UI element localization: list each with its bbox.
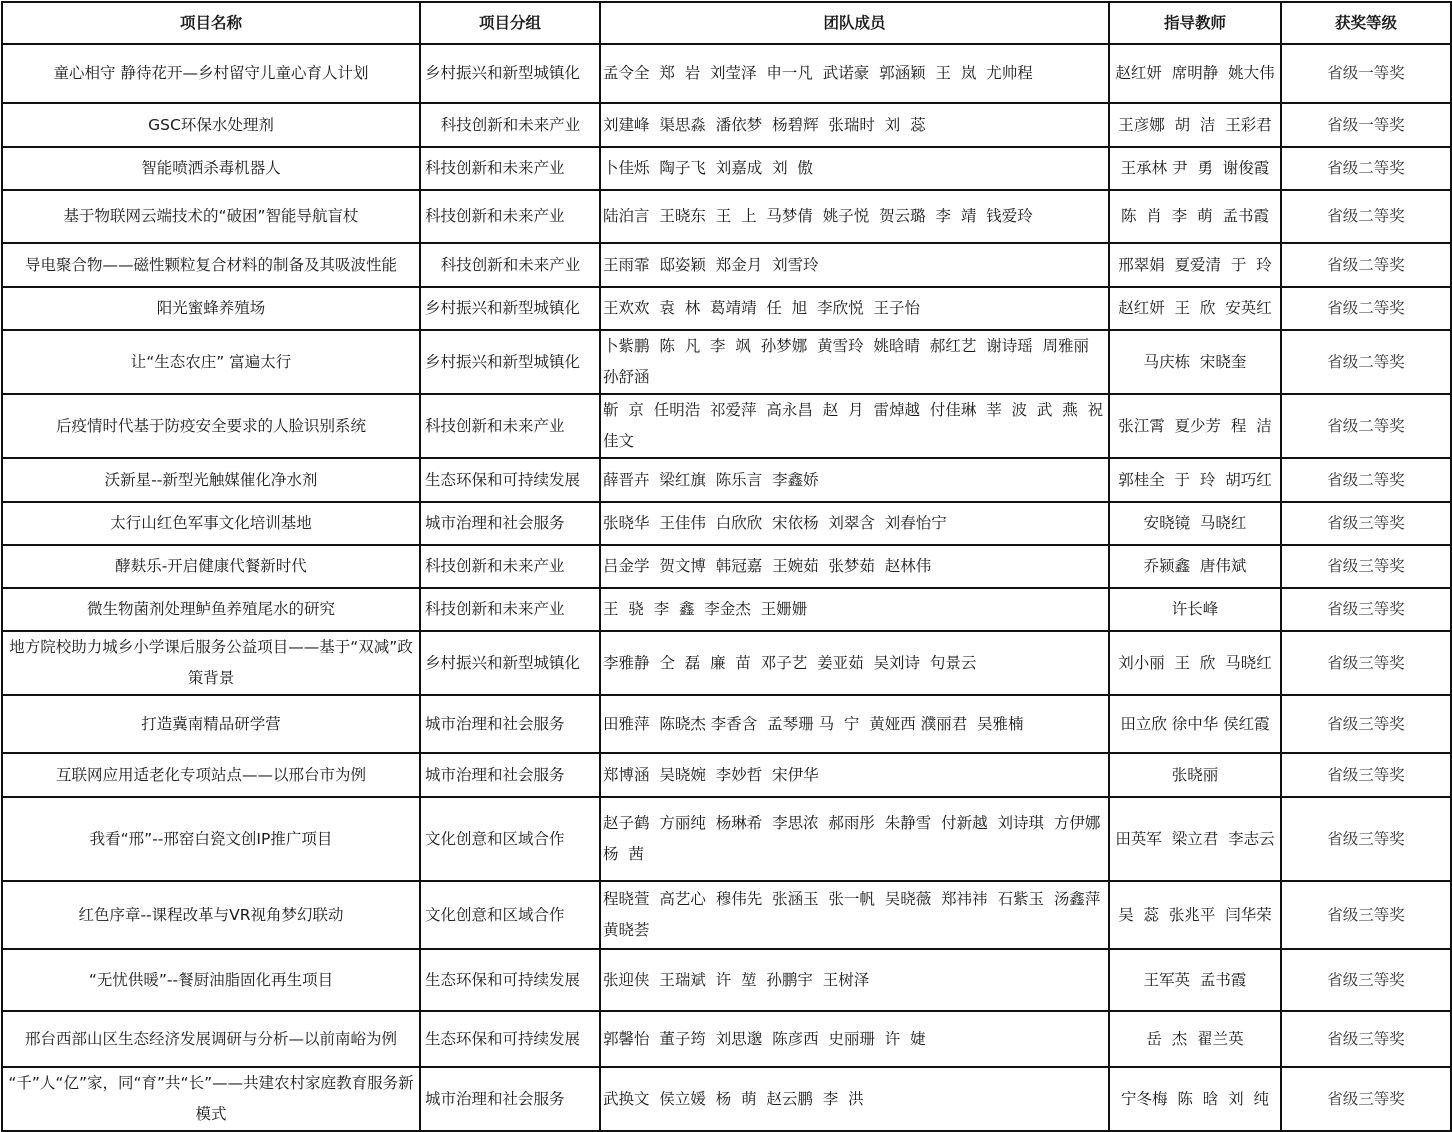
project-name-cell: 酵麸乐-开启健康代餐新时代 (2, 545, 420, 588)
team-members-cell: 田雅萍 陈晓杰 李香含 孟琴珊 马 宁 黄娅西 濮丽君 吴雅楠 (600, 695, 1109, 753)
project-group-cell: 科技创新和未来产业 (420, 394, 600, 458)
award-level-cell: 省级二等奖 (1281, 243, 1451, 287)
table-row (2, 458, 1451, 502)
project-name-cell: “无忧供暖”--餐厨油脂固化再生项目 (2, 949, 420, 1011)
project-name-cell: 地方院校助力城乡小学课后服务公益项目——基于“双减”政策背景 (2, 631, 420, 695)
project-name-cell: 红色序章--课程改革与VR视角梦幻联动 (2, 881, 420, 949)
header-project-group: 项目分组 (420, 2, 600, 44)
table-row (2, 588, 1451, 631)
advisors-cell: 岳 杰 翟兰英 (1109, 1011, 1281, 1067)
advisors-cell: 邢翠娟 夏爱清 于 玲 (1109, 243, 1281, 287)
project-group-cell: 城市治理和社会服务 (420, 502, 600, 545)
table-row (2, 394, 1451, 458)
table-row (2, 949, 1451, 1011)
advisors-cell: 许长峰 (1109, 588, 1281, 631)
award-level-cell: 省级三等奖 (1281, 545, 1451, 588)
table-body (2, 44, 1451, 1131)
table-row (2, 147, 1451, 190)
award-level-cell: 省级三等奖 (1281, 695, 1451, 753)
team-members-cell: 孟令全 郑 岩 刘莹泽 申一凡 武诺豪 郭涵颖 王 岚 尤帅程 (600, 44, 1109, 103)
team-members-cell: 赵子鹤 方丽纯 杨琳希 李思浓 郝雨彤 朱静雪 付新越 刘诗琪 方伊娜 杨 茜 (600, 797, 1109, 881)
project-group-cell: 文化创意和区域合作 (420, 881, 600, 949)
team-members-cell: 陆泊言 王晓东 王 上 马梦倩 姚子悦 贺云璐 李 靖 钱爱玲 (600, 190, 1109, 243)
advisors-cell: 王军英 孟书霞 (1109, 949, 1281, 1011)
table-row (2, 545, 1451, 588)
award-level-cell: 省级三等奖 (1281, 588, 1451, 631)
project-group-cell: 科技创新和未来产业 (420, 545, 600, 588)
advisors-cell: 赵红妍 王 欣 安英红 (1109, 287, 1281, 330)
project-group-cell: 乡村振兴和新型城镇化 (420, 330, 600, 394)
project-group-cell: 科技创新和未来产业 (420, 147, 600, 190)
award-level-cell: 省级三等奖 (1281, 1011, 1451, 1067)
project-group-cell: 科技创新和未来产业 (420, 588, 600, 631)
table-row (2, 243, 1451, 287)
award-level-cell: 省级二等奖 (1281, 287, 1451, 330)
award-level-cell: 省级二等奖 (1281, 330, 1451, 394)
team-members-cell: 程晓萱 高艺心 穆伟先 张涵玉 张一帆 吴晓薇 郑祎祎 石紫玉 汤鑫萍 黄晓荟 (600, 881, 1109, 949)
advisors-cell: 宁冬梅 陈 晗 刘 纯 (1109, 1067, 1281, 1131)
table-row (2, 1011, 1451, 1067)
advisors-cell: 张晓丽 (1109, 753, 1281, 797)
project-name-cell: 互联网应用适老化专项站点——以邢台市为例 (2, 753, 420, 797)
advisors-cell: 郭桂全 于 玲 胡巧红 (1109, 458, 1281, 502)
team-members-cell: 卜紫鹏 陈 凡 李 飒 孙梦娜 黄雪玲 姚晗晴 郝红艺 谢诗瑶 周雅丽 孙舒涵 (600, 330, 1109, 394)
award-level-cell: 省级三等奖 (1281, 881, 1451, 949)
table-row (2, 330, 1451, 394)
team-members-cell: 吕金学 贺文博 韩冠嘉 王婉茹 张梦茹 赵林伟 (600, 545, 1109, 588)
project-name-cell: 打造冀南精品研学营 (2, 695, 420, 753)
award-level-cell: 省级一等奖 (1281, 103, 1451, 147)
advisors-cell: 田英军 梁立君 李志云 (1109, 797, 1281, 881)
project-group-cell: 城市治理和社会服务 (420, 695, 600, 753)
award-level-cell: 省级二等奖 (1281, 394, 1451, 458)
advisors-cell: 乔颍鑫 唐伟斌 (1109, 545, 1281, 588)
table-row (2, 287, 1451, 330)
award-level-cell: 省级二等奖 (1281, 458, 1451, 502)
award-level-cell: 省级二等奖 (1281, 147, 1451, 190)
award-level-cell: 省级三等奖 (1281, 797, 1451, 881)
team-members-cell: 武换文 侯立媛 杨 萌 赵云鹏 李 洪 (600, 1067, 1109, 1131)
table-row (2, 881, 1451, 949)
award-level-cell: 省级三等奖 (1281, 631, 1451, 695)
project-group-cell: 生态环保和可持续发展 (420, 458, 600, 502)
table-row (2, 502, 1451, 545)
advisors-cell: 马庆栋 宋晓奎 (1109, 330, 1281, 394)
advisors-cell: 吴 蕊 张兆平 闫华荣 (1109, 881, 1281, 949)
project-name-cell: 阳光蜜蜂养殖场 (2, 287, 420, 330)
project-name-cell: 我看“邢”--邢窑白瓷文创IP推广项目 (2, 797, 420, 881)
project-group-cell: 科技创新和未来产业 (420, 243, 600, 287)
team-members-cell: 郑博涵 吴晓婉 李妙哲 宋伊华 (600, 753, 1109, 797)
project-name-cell: GSC环保水处理剂 (2, 103, 420, 147)
table-row (2, 631, 1451, 695)
advisors-cell: 王承林 尹 勇 谢俊霞 (1109, 147, 1281, 190)
table-row (2, 103, 1451, 147)
team-members-cell: 郭馨怡 董子筠 刘思邈 陈彦西 史丽珊 许 婕 (600, 1011, 1109, 1067)
header-row (2, 2, 1451, 44)
project-name-cell: 微生物菌剂处理鲈鱼养殖尾水的研究 (2, 588, 420, 631)
advisors-cell: 赵红妍 席明静 姚大伟 (1109, 44, 1281, 103)
project-name-cell: 让“生态农庄” 富遍太行 (2, 330, 420, 394)
project-group-cell: 科技创新和未来产业 (420, 103, 600, 147)
project-group-cell: 乡村振兴和新型城镇化 (420, 631, 600, 695)
project-group-cell: 生态环保和可持续发展 (420, 949, 600, 1011)
table-row (2, 695, 1451, 753)
project-name-cell: 童心相守 静待花开—乡村留守儿童心育人计划 (2, 44, 420, 103)
project-name-cell: 导电聚合物——磁性颗粒复合材料的制备及其吸波性能 (2, 243, 420, 287)
table-row (2, 44, 1451, 103)
project-group-cell: 生态环保和可持续发展 (420, 1011, 600, 1067)
advisors-cell: 田立欣 徐中华 侯红霞 (1109, 695, 1281, 753)
award-level-cell: 省级一等奖 (1281, 44, 1451, 103)
project-name-cell: 基于物联网云端技术的“破困”智能导航盲杖 (2, 190, 420, 243)
advisors-cell: 刘小丽 王 欣 马晓红 (1109, 631, 1281, 695)
project-group-cell: 乡村振兴和新型城镇化 (420, 287, 600, 330)
award-level-cell: 省级三等奖 (1281, 949, 1451, 1011)
team-members-cell: 张迎侠 王瑞斌 许 堃 孙鹏宇 王树泽 (600, 949, 1109, 1011)
team-members-cell: 王雨霏 邸姿颖 郑金月 刘雪玲 (600, 243, 1109, 287)
award-level-cell: 省级二等奖 (1281, 190, 1451, 243)
header-team-members: 团队成员 (600, 2, 1109, 44)
team-members-cell: 王欢欢 袁 林 葛靖靖 任 旭 李欣悦 王子怡 (600, 287, 1109, 330)
award-level-cell: 省级三等奖 (1281, 502, 1451, 545)
award-level-cell: 省级三等奖 (1281, 1067, 1451, 1131)
project-group-cell: 乡村振兴和新型城镇化 (420, 44, 600, 103)
project-group-cell: 文化创意和区域合作 (420, 797, 600, 881)
table-row (2, 753, 1451, 797)
header-project-name: 项目名称 (2, 2, 420, 44)
team-members-cell: 王 骁 李 鑫 李金杰 王姗姗 (600, 588, 1109, 631)
team-members-cell: 靳 京 任明浩 祁爱萍 高永昌 赵 月 雷焯越 付佳琳 莘 波 武 燕 祝佳文 (600, 394, 1109, 458)
table-row (2, 190, 1451, 243)
project-group-cell: 城市治理和社会服务 (420, 753, 600, 797)
advisors-cell: 安晓镜 马晓红 (1109, 502, 1281, 545)
header-award-level: 获奖等级 (1281, 2, 1451, 44)
project-group-cell: 城市治理和社会服务 (420, 1067, 600, 1131)
advisors-cell: 张江霄 夏少芳 程 洁 (1109, 394, 1281, 458)
project-name-cell: 沃新星--新型光触媒催化净水剂 (2, 458, 420, 502)
project-name-cell: “千”人“亿”家，同“育”共“长”——共建农村家庭教育服务新模式 (2, 1067, 420, 1131)
project-name-cell: 智能喷洒杀毒机器人 (2, 147, 420, 190)
team-members-cell: 李雅静 仝 磊 廉 苗 邓子艺 姜亚茹 吴刘诗 句景云 (600, 631, 1109, 695)
table-row (2, 797, 1451, 881)
project-name-cell: 邢台西部山区生态经济发展调研与分析—以前南峪为例 (2, 1011, 420, 1067)
team-members-cell: 刘建峰 渠思淼 潘依梦 杨碧辉 张瑞时 刘 蕊 (600, 103, 1109, 147)
table-row (2, 1067, 1451, 1131)
team-members-cell: 薛晋卉 梁红旗 陈乐言 李鑫娇 (600, 458, 1109, 502)
header-advisors: 指导教师 (1109, 2, 1281, 44)
project-name-cell: 后疫情时代基于防疫安全要求的人脸识别系统 (2, 394, 420, 458)
project-name-cell: 太行山红色军事文化培训基地 (2, 502, 420, 545)
advisors-cell: 王彦娜 胡 洁 王彩君 (1109, 103, 1281, 147)
project-group-cell: 科技创新和未来产业 (420, 190, 600, 243)
awards-table (1, 1, 1452, 1132)
team-members-cell: 卜佳烁 陶子飞 刘嘉成 刘 傲 (600, 147, 1109, 190)
advisors-cell: 陈 肖 李 萌 孟书霞 (1109, 190, 1281, 243)
award-level-cell: 省级三等奖 (1281, 753, 1451, 797)
team-members-cell: 张晓华 王佳伟 白欣欣 宋依杨 刘翠含 刘春怡宁 (600, 502, 1109, 545)
